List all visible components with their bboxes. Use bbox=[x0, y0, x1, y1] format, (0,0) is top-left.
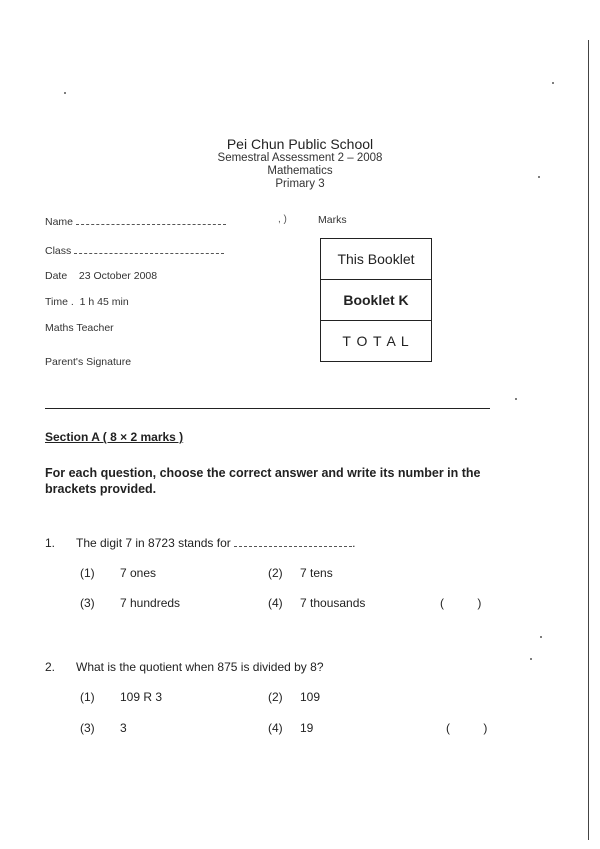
option-text: 109 bbox=[300, 690, 321, 704]
option-number: (4) bbox=[268, 721, 283, 735]
option-number: (1) bbox=[80, 566, 95, 580]
school-name: Pei Chun Public School bbox=[226, 136, 374, 152]
question-text: The digit 7 in 8723 stands for . bbox=[76, 536, 356, 550]
question-2-text: What is the quotient when 875 is divided by 8? bbox=[76, 660, 324, 674]
answer-bracket[interactable]: ( ) bbox=[440, 596, 482, 610]
name-blank[interactable] bbox=[76, 223, 226, 225]
document-header bbox=[0, 136, 600, 191]
option-text: 7 tens bbox=[300, 566, 333, 580]
class-blank[interactable] bbox=[74, 252, 224, 254]
marks-label: Marks bbox=[318, 214, 347, 226]
marks-total: T O T A L bbox=[342, 333, 410, 349]
scan-speck bbox=[530, 658, 532, 660]
marks-this-booklet: This Booklet bbox=[321, 239, 431, 280]
answer-bracket[interactable]: ( ) bbox=[446, 721, 488, 735]
question-number: 2. bbox=[45, 660, 56, 674]
option-number: (4) bbox=[268, 596, 283, 610]
option-number: (3) bbox=[80, 596, 95, 610]
scan-speck bbox=[64, 92, 66, 94]
date-label: Date bbox=[45, 270, 68, 282]
question-number: 1. bbox=[45, 536, 56, 550]
marks-booklet-k: Booklet K bbox=[321, 280, 431, 321]
teacher-field bbox=[45, 322, 114, 334]
option-text: 7 hundreds bbox=[120, 596, 181, 610]
scan-speck bbox=[540, 636, 542, 638]
section-instructions: For each question, choose the correct answer and write its number in the brackets provided. bbox=[45, 466, 481, 496]
marks-table bbox=[320, 238, 432, 362]
name-label: Name bbox=[45, 216, 74, 228]
scan-speck bbox=[552, 82, 554, 84]
option-number: (2) bbox=[268, 690, 283, 704]
level-title: Primary 3 bbox=[275, 178, 325, 190]
subject-title: Mathematics bbox=[267, 165, 333, 177]
time-field: Time . 1 h 45 min bbox=[45, 296, 129, 308]
parent-signature-field bbox=[45, 356, 131, 368]
time-label: Time bbox=[45, 296, 68, 308]
time-value: 1 h 45 min bbox=[79, 296, 129, 308]
option-text: 3 bbox=[120, 721, 127, 735]
question-1-text: The digit 7 in 8723 stands for bbox=[76, 536, 231, 550]
class-label: Class bbox=[45, 245, 72, 257]
name-field bbox=[45, 216, 226, 228]
class-field bbox=[45, 245, 224, 257]
option-text: 7 ones bbox=[120, 566, 157, 580]
option-number: (1) bbox=[80, 690, 95, 704]
date-field bbox=[45, 270, 157, 282]
name-closing-paren: , ) bbox=[278, 214, 287, 225]
divider bbox=[45, 408, 490, 409]
assessment-title: Semestral Assessment 2 – 2008 bbox=[217, 152, 383, 164]
option-text: 19 bbox=[300, 721, 314, 735]
option-number: (3) bbox=[80, 721, 95, 735]
section-title: Section A ( 8 × 2 marks ) bbox=[45, 430, 184, 444]
answer-blank[interactable] bbox=[234, 545, 352, 547]
teacher-label: Maths Teacher bbox=[45, 322, 114, 334]
scan-speck bbox=[515, 398, 517, 400]
parent-signature-label: Parent's Signature bbox=[45, 356, 132, 368]
option-text: 7 thousands bbox=[300, 596, 366, 610]
option-number: (2) bbox=[268, 566, 283, 580]
date-value: 23 October 2008 bbox=[78, 270, 158, 282]
option-text: 109 R 3 bbox=[120, 690, 163, 704]
